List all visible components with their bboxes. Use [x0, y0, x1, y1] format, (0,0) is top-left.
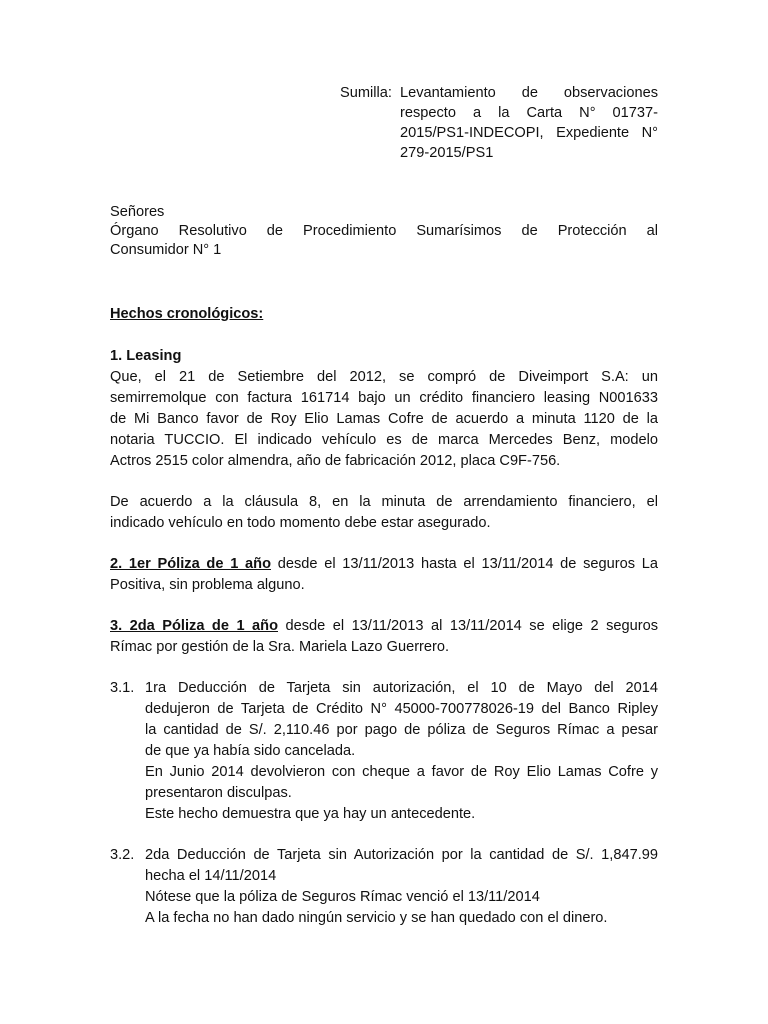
list-item-number: 3.2.: [110, 847, 135, 863]
paragraph-line: En Junio 2014 devolvieron con cheque a favor de Roy Elio Lamas Cofre y: [145, 764, 658, 780]
list-item-number: 3.1.: [110, 680, 135, 696]
sumilla-label: Sumilla:: [340, 85, 392, 101]
sumilla-text: [400, 83, 658, 163]
policy-1-text: desde el 13/11/2013 hasta el 13/11/2014 de seguros La: [270, 556, 658, 572]
policy-2-title: 3. 2da Póliza de 1 año: [110, 618, 278, 634]
section-heading: Hechos cronológicos:: [110, 306, 264, 322]
policy-2-text: desde el 13/11/2013 al 13/11/2014 se elige 2 seguros: [278, 618, 659, 634]
paragraph-line: Actros 2515 color almendra, año de fabricación 2012, placa C9F-756.: [110, 453, 561, 469]
section-title-leasing: 1. Leasing: [110, 348, 182, 364]
list-item-3-1: [110, 678, 658, 825]
clause-paragraph: [110, 492, 658, 534]
paragraph-line: Este hecho demuestra que ya hay un antecedente.: [145, 806, 476, 822]
paragraph-line: [110, 616, 658, 637]
addressee-greeting: Señores: [110, 204, 165, 220]
paragraph-line: semirremolque con factura 161714 bajo un crédito financiero leasing N001633: [110, 390, 658, 406]
list-item-body: [145, 678, 658, 825]
paragraph-line: A la fecha no han dado ningún servicio y se han quedado con el dinero.: [145, 910, 608, 926]
sumilla-line: 2015/PS1-INDECOPI, Expediente N°: [400, 125, 658, 141]
sumilla-line: respecto a la Carta N° 01737-: [400, 105, 658, 121]
paragraph-line: De acuerdo a la cláusula 8, en la minuta de arrendamiento financiero, el: [110, 494, 658, 510]
list-item-3-2: [110, 845, 658, 929]
addressee-line: Órgano Resolutivo de Procedimiento Sumarísimos de Protección al: [110, 223, 658, 239]
addressee-line: Consumidor N° 1: [110, 242, 222, 258]
paragraph-line: de que ya había sido cancelada.: [145, 743, 356, 759]
paragraph-line: Rímac por gestión de la Sra. Mariela Lazo Guerrero.: [110, 639, 450, 655]
paragraph-line: Positiva, sin problema alguno.: [110, 577, 305, 593]
policy-1-paragraph: [110, 554, 658, 596]
paragraph-line: indicado vehículo en todo momento debe estar asegurado.: [110, 515, 491, 531]
paragraph-line: hecha el 14/11/2014: [145, 868, 277, 884]
addressee-block: [110, 203, 658, 260]
paragraph-line: presentaron disculpas.: [145, 785, 292, 801]
leasing-paragraph: [110, 367, 658, 472]
sumilla-block: [340, 83, 658, 163]
document-body: [110, 304, 658, 929]
sumilla-line: 279-2015/PS1: [400, 145, 494, 161]
sumilla-line: Levantamiento de observaciones: [400, 85, 658, 101]
paragraph-line: 1ra Deducción de Tarjeta sin autorización, el 10 de Mayo del 2014: [145, 680, 658, 696]
paragraph-line: dedujeron de Tarjeta de Crédito N° 45000-700778026-19 del Banco Ripley: [145, 701, 658, 717]
paragraph-line: de Mi Banco favor de Roy Elio Lamas Cofre de acuerdo a minuta 1120 de la: [110, 411, 658, 427]
paragraph-line: la cantidad de S/. 2,110.46 por pago de póliza de Seguros Rímac a pesar: [145, 722, 658, 738]
paragraph-line: Nótese que la póliza de Seguros Rímac venció el 13/11/2014: [145, 889, 540, 905]
paragraph-line: notaria TUCCIO. El indicado vehículo es de marca Mercedes Benz, modelo: [110, 432, 658, 448]
list-item-body: [145, 845, 658, 929]
policy-1-title: 2. 1er Póliza de 1 año: [110, 556, 271, 572]
policy-2-paragraph: [110, 616, 658, 658]
paragraph-line: [110, 554, 658, 575]
paragraph-line: 2da Deducción de Tarjeta sin Autorización por la cantidad de S/. 1,847.99: [145, 847, 658, 863]
paragraph-line: Que, el 21 de Setiembre del 2012, se compró de Diveimport S.A: un: [110, 369, 658, 385]
